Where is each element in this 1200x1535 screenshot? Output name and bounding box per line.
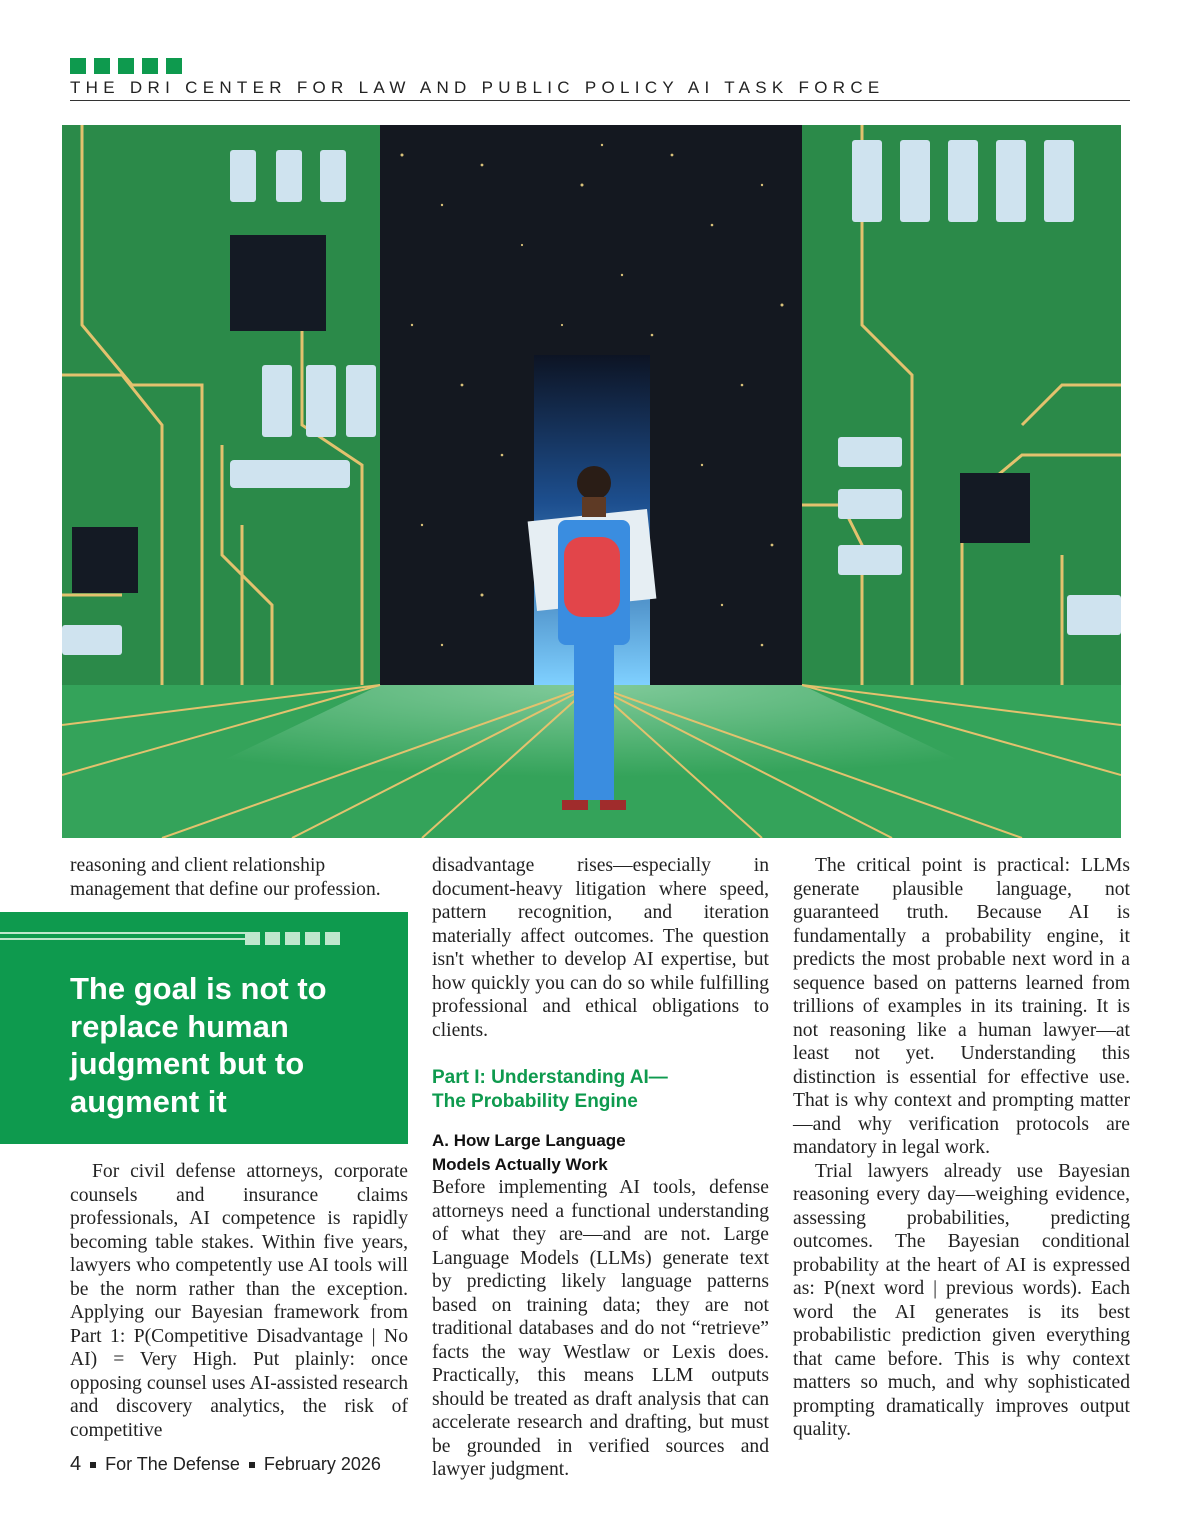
pull-quote-rule	[0, 938, 245, 940]
column2-continuation-text: disadvantage rises—especially in document-heavy litigation where speed, pattern recognition, and iteration materially affect outcomes. The question isn't whether to develop AI expertise, but how quickly you can do so while fulfilling professional and ethical obligations to clients.	[432, 855, 769, 1041]
header-square	[166, 58, 182, 74]
publication-name: For The Defense	[105, 1454, 240, 1474]
pull-quote: The goal is not to replace human judgment but to augment it	[70, 971, 327, 1119]
subheading-line1: A. How Large Language	[432, 1131, 626, 1150]
circuit-doorway-illustration	[62, 125, 1121, 838]
column3-body	[793, 854, 1130, 1442]
header-square	[142, 58, 158, 74]
header-rule	[70, 100, 1130, 101]
column1-continuation-text: reasoning and client relationship management that define our profession.	[70, 855, 381, 900]
subheading	[432, 1129, 769, 1176]
body-paragraph: Before implementing AI tools, defense attorneys need a functional understanding of what they are—and are not. Large Language Models (LLMs) generate text by predicting likely language patterns based on training data; they are not traditional databases and do not “retrieve” facts the way Westlaw or Lexis does. Practically, this means LLM outputs should be treated as draft analysis that can accelerate research and drafting, but must be grounded in verified sources and lawyer judgment.	[432, 1177, 769, 1480]
pull-quote-squares	[245, 932, 340, 945]
pull-quote-box	[0, 912, 408, 1144]
footer-separator	[249, 1462, 255, 1468]
header-square	[94, 58, 110, 74]
body-paragraph: Trial lawyers already use Bayesian reasoning every day—weighing evidence, assessing probabilities, predicting outcomes. The Bayesian conditional probability at the heart of AI is expressed as: P(next word | previous words). Each word the AI generates is its best probabilistic prediction given everything that came before. This is why context matters so much, and why sophisticated prompting dramatically improves output quality.	[793, 1160, 1130, 1440]
body-paragraph: The critical point is practical: LLMs generate plausible language, not guaranteed truth. Because AI is fundamentally a probability engine, it predicts the most probable next word in a sequence based on patterns learned from trillions of examples in its training. It is not reasoning like a human lawyer—at least not yet. Understanding this distinction is essential for effective use. That is why context and prompting matter—and why verification protocols are mandatory in legal work.	[793, 855, 1130, 1158]
header-squares	[70, 58, 182, 74]
subheading-line2: Models Actually Work	[432, 1154, 608, 1174]
footer-separator	[90, 1462, 96, 1468]
section-heading-line1: Part I: Understanding AI—	[432, 1067, 668, 1088]
body-paragraph: For civil defense attorneys, corporate counsels and insurance claims professionals, AI competence is rapidly becoming table stakes. Within five years, lawyers who competently use AI tools will be the norm rather than the exception. Applying our Bayesian framework from Part 1: P(Competitive Disadvantage | No AI) = Very High. Put plainly: once opposing counsel uses AI-assisted research and discovery analytics, the risk of competitive	[70, 1161, 408, 1441]
header-square	[118, 58, 134, 74]
column1-body	[70, 1160, 408, 1442]
header-square	[70, 58, 86, 74]
chip-icon	[230, 235, 326, 331]
issue-date: February 2026	[263, 1454, 381, 1474]
section-heading-line2: The Probability Engine	[432, 1090, 638, 1112]
pull-quote-rule	[0, 932, 245, 934]
chip-icon	[960, 473, 1030, 543]
chip-icon	[72, 527, 138, 593]
section-kicker: THE DRI CENTER FOR LAW AND PUBLIC POLICY AI TASK FORCE	[70, 78, 885, 97]
column1-continuation	[70, 854, 408, 901]
column2-body	[432, 854, 769, 1482]
page-footer	[70, 1453, 381, 1476]
section-heading	[432, 1066, 769, 1113]
page-number: 4	[70, 1453, 82, 1475]
